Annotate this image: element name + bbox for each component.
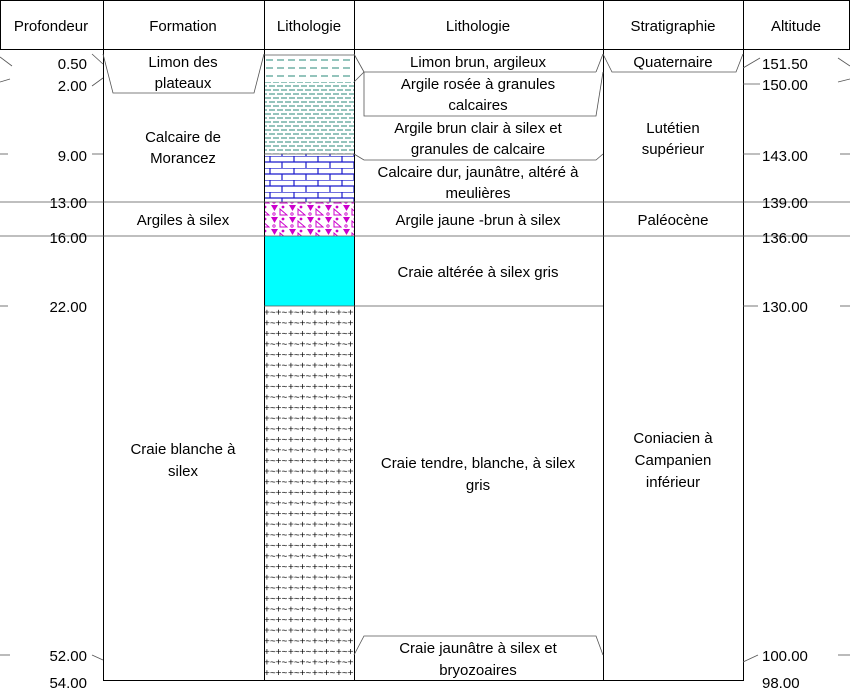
altitude-label: 98.00: [762, 675, 800, 691]
depth-label: 13.00: [49, 195, 87, 212]
depth-label: 52.00: [49, 648, 87, 665]
altitude-label: 143.00: [762, 148, 808, 165]
altitude-label: 100.00: [762, 648, 808, 665]
header-lithologie-description: Lithologie: [445, 18, 511, 35]
depth-label: 9.00: [57, 148, 87, 165]
stratigraphy-label: supérieur: [641, 141, 705, 158]
litho-argile-block: [264, 82, 354, 154]
header-altitude: Altitude: [770, 18, 822, 35]
stratigraphy-label: Quaternaire: [633, 54, 713, 71]
header-profondeur: Profondeur: [13, 18, 89, 35]
header-lithologie-column: Lithologie: [276, 18, 342, 35]
lithology-description: granules de calcaire: [410, 141, 546, 158]
litho-silex-block: [264, 202, 354, 236]
altitude-label: 150.00: [762, 77, 808, 94]
depth-label: 22.00: [49, 299, 87, 316]
formation-label: plateaux: [154, 75, 212, 92]
lithology-description: Craie tendre, blanche, à silex: [380, 455, 576, 472]
stratigraphy-label: Paléocène: [637, 212, 709, 229]
depth-label: 16.00: [49, 230, 87, 247]
formation-label: Limon des: [148, 54, 218, 71]
lithology-description: Calcaire dur, jaunâtre, altéré à: [377, 164, 579, 181]
stratigraphy-label: Coniacien à: [633, 430, 713, 447]
depth-label: 0.50: [57, 56, 87, 73]
formation-label: silex: [167, 463, 199, 480]
litho-craie-block: [264, 306, 354, 681]
stratigraphy-label: inférieur: [645, 474, 701, 491]
formation-label: Argiles à silex: [136, 212, 230, 229]
lithology-description: Argile jaune -brun à silex: [395, 212, 561, 229]
formation-label: Morancez: [150, 150, 216, 167]
lithology-description: meulières: [445, 185, 511, 202]
lithology-description: bryozoaires: [439, 662, 517, 679]
altitude-label: 151.50: [762, 56, 808, 73]
lithology-description: calcaires: [448, 97, 508, 114]
depth-label: 54.00: [49, 675, 87, 691]
lithology-description: Argile rosée à granules: [400, 76, 556, 93]
lithology-description: Argile brun clair à silex et: [394, 120, 562, 137]
lithology-description: gris: [465, 477, 491, 494]
lithology-description: Craie jaunâtre à silex et: [399, 640, 557, 657]
header-stratigraphie: Stratigraphie: [630, 18, 716, 35]
stratigraphy-label: Lutétien: [646, 120, 700, 137]
altitude-label: 139.00: [762, 195, 808, 212]
litho-calcaire-block: [264, 154, 354, 202]
altitude-label: 130.00: [762, 299, 808, 316]
stratigraphy-label: Campanien: [634, 452, 712, 469]
lithology-description: Craie altérée à silex gris: [397, 264, 559, 281]
altitude-label: 136.00: [762, 230, 808, 247]
header-formation: Formation: [149, 18, 217, 35]
litho-craie-alteree-block: [264, 236, 354, 306]
litho-limon-block: [264, 55, 354, 82]
depth-label: 2.00: [57, 78, 87, 95]
lithology-description: Limon brun, argileux: [410, 54, 546, 71]
formation-label: Calcaire de: [145, 129, 221, 146]
formation-label: Craie blanche à: [130, 441, 236, 458]
